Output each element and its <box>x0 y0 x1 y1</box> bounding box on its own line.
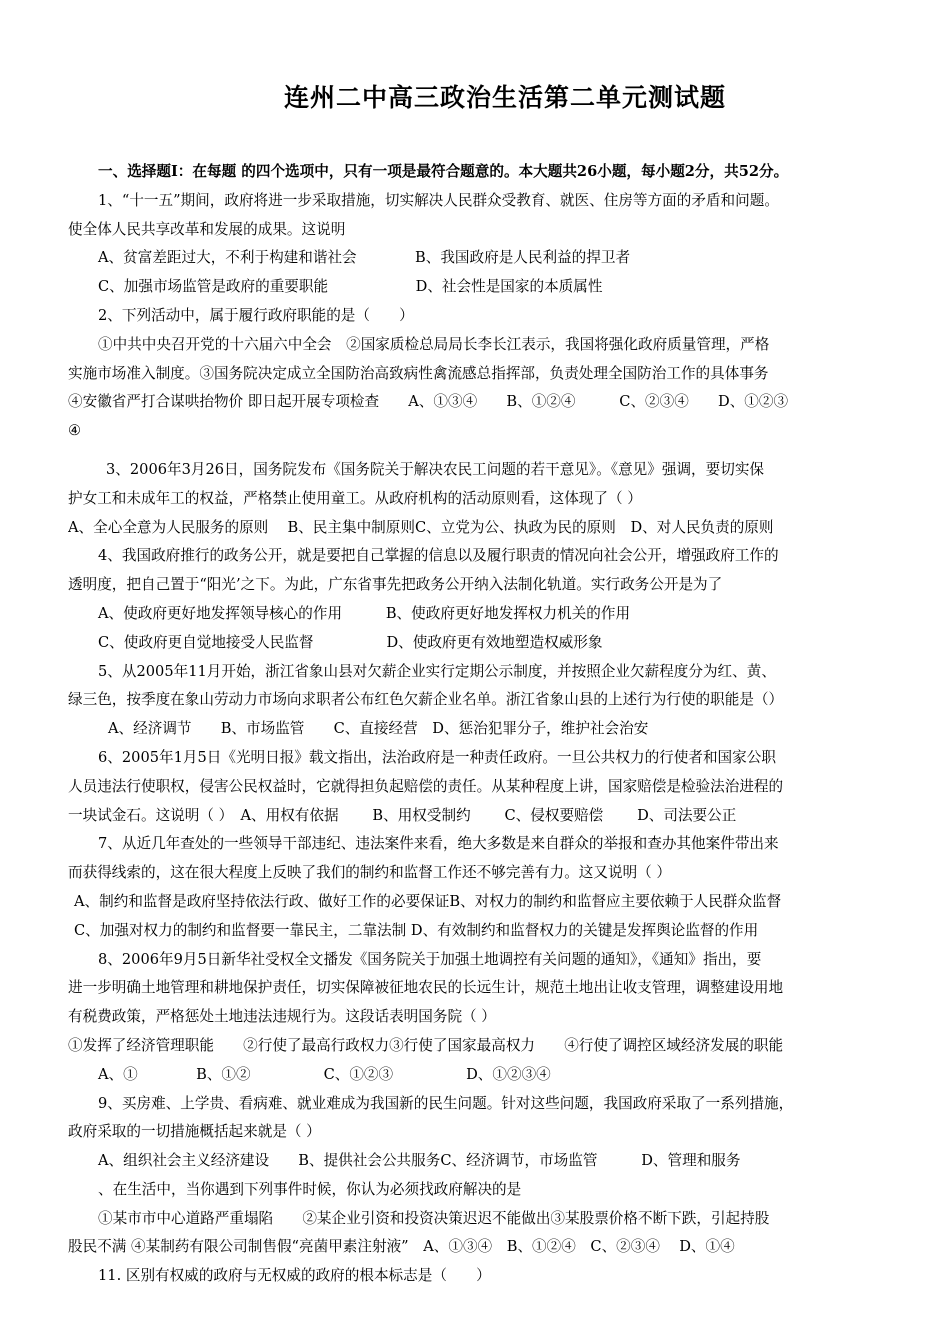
question-7-options-cd: C、加强对权力的制约和监督要一靠民主，二靠法制 D、有效制约和监督权力的关键是发挥舆论监督的作用 <box>74 921 759 939</box>
question-5-options: A、经济调节 B、市场监管 C、直接经营 D、惩治犯罪分子，维护社会治安 <box>108 720 649 738</box>
question-6-options: 一块试金石。这说明（ ） A、用权有依据 B、用权受制约 C、侵权要赔偿 D、司法要公正 <box>68 806 737 824</box>
document-body <box>68 158 898 1291</box>
question-7-text: 7、从近几年查处的一些领导干部违纪、违法案件来看，绝大多数是来自群众的举报和查办其他案件带出来 <box>98 835 779 853</box>
question-9-options: A、组织社会主义经济建设 B、提供社会公共服务C、经济调节，市场监管 D、管理和服务 <box>98 1152 741 1170</box>
question-1-options-cd: C、加强市场监管是政府的重要职能 D、社会性是国家的本质属性 <box>98 278 603 296</box>
question-4-options-ab: A、使政府更好地发挥领导核心的作用 B、使政府更好地发挥权力机关的作用 <box>98 604 631 622</box>
document-title: 连州二中高三政治生活第二单元测试题 <box>283 83 726 112</box>
question-8-text-cont-2: 有税费政策，严格惩处土地违法违规行为。这段话表明国务院（ ） <box>68 1008 496 1026</box>
question-2-statements-cont: 实施市场准入制度。③国务院决定成立全国防治高致病性禽流感总指挥部，负责处理全国防治工作的具体事务 <box>68 364 769 382</box>
question-10-options: 股民不满 ④某制药有限公司制售假“亮菌甲素注射液” A、①③④ B、①②④ C、②③④ D、①④ <box>68 1238 735 1256</box>
question-8-options: A、① B、①② C、①②③ D、①②③④ <box>98 1065 551 1083</box>
question-8-statements: ①发挥了经济管理职能 ②行使了最高行政权力③行使了国家最高权力 ④行使了调控区域经济发展的职能 <box>68 1036 784 1054</box>
question-7-options-ab: A、制约和监督是政府坚持依法行政、做好工作的必要保证B、对权力的制约和监督应主要依赖于人民群众监督 <box>74 892 782 910</box>
question-5-text: 5、从2005年11月开始，浙江省象山县对欠薪企业实行定期公示制度，并按照企业欠薪程度分为红、黄、 <box>98 662 776 680</box>
question-11-text: 11. 区别有权威的政府与无权威的政府的根本标志是（ ） <box>98 1267 491 1285</box>
question-4-text: 4、我国政府推行的政务公开，就是要把自己掌握的信息以及履行职责的情况向社会公开，增强政府工作的 <box>98 547 779 565</box>
question-1-text: 1、“十一五”期间，政府将进一步采取措施，切实解决人民群众受教育、就医、住房等方面的矛盾和问题。 <box>98 191 779 209</box>
question-8-text-cont: 进一步明确土地管理和耕地保护责任，切实保障被征地农民的长远生计，规范土地出让收支管理，调整建设用地 <box>68 979 784 997</box>
question-3-text-cont: 护女工和未成年工的权益，严格禁止使用童工。从政府机构的活动原则看，这体现了（ ） <box>68 489 642 507</box>
question-2-options-cont: ④ <box>68 422 82 440</box>
question-8-text: 8、2006年9月5日新华社受权全文播发《国务院关于加强土地调控有关问题的通知》，《通知》指出，要 <box>98 950 762 968</box>
question-2-text: 2、下列活动中，属于履行政府职能的是（ ） <box>98 306 414 324</box>
question-2-statements: ①中共中央召开党的十六届六中全会 ②国家质检总局局长李长江表示，我国将强化政府质量管理，严格 <box>98 335 770 353</box>
question-2-options: ④安徽省严打合谋哄抬物价 即日起开展专项检查 A、①③④ B、①②④ C、②③④ D、①②③ <box>68 393 789 411</box>
section-heading: 一、选择题I：在每题 的四个选项中，只有一项是最符合题意的。本大题共26小题，每小题2分，共52分。 <box>98 163 789 180</box>
question-7-text-cont: 而获得线索的，这在很大程度上反映了我们的制约和监督工作还不够完善有力。这又说明（ ） <box>68 864 671 882</box>
question-10-statements: ①某市市中心道路严重塌陷 ②某企业引资和投资决策迟迟不能做出③某股票价格不断下跌，引起持股 <box>98 1209 770 1227</box>
question-9-text-cont: 政府采取的一切措施概括起来就是（ ） <box>68 1123 321 1141</box>
question-4-options-cd: C、使政府更自觉地接受人民监督 D、使政府更有效地塑造权威形象 <box>98 633 603 651</box>
question-3-text: 3、2006年3月26日，国务院发布《国务院关于解决农民工问题的若干意见》。《意见》强调，要切实保 <box>106 460 765 478</box>
question-4-text-cont: 透明度，把自己置于“阳光’之下。为此，广东省事先把政务公开纳入法制化轨道。实行政务公开是为了 <box>68 576 723 594</box>
question-5-text-cont: 绿三色，按季度在象山劳动力市场向求职者公布红色欠薪企业名单。浙江省象山县的上述行为行使的职能是（） <box>68 691 784 709</box>
question-6-text-cont: 人员违法行使职权，侵害公民权益时，它就得担负起赔偿的责任。从某种程度上讲，国家赔偿是检验法治进程的 <box>68 777 784 795</box>
question-1-text-cont: 使全体人民共享改革和发展的成果。这说明 <box>68 220 346 238</box>
question-3-options: A、全心全意为人民服务的原则 B、民主集中制原则C、立党为公、执政为民的原则 D、对人民负责的原则 <box>68 518 774 536</box>
question-10-text: 、在生活中，当你遇到下列事件时候，你认为必须找政府解决的是 <box>98 1180 522 1198</box>
question-1-options-ab: A、贫富差距过大，不利于构建和谐社会 B、我国政府是人民利益的捍卫者 <box>98 249 631 267</box>
question-6-text: 6、2005年1月5日《光明日报》载文指出，法治政府是一种责任政府。一旦公共权力的行使者和国家公职 <box>98 748 776 766</box>
question-9-text: 9、买房难、上学贵、看病难、就业难成为我国新的民生问题。针对这些问题，我国政府采取了一系列措施， <box>98 1094 794 1112</box>
